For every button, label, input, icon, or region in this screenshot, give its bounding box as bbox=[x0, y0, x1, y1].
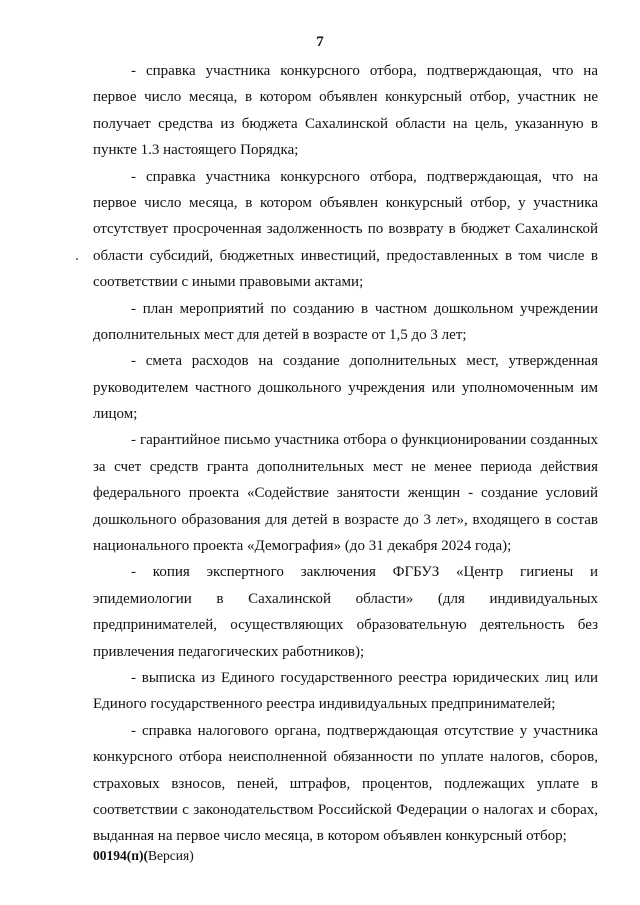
text-line: эпидемиологии в Сахалинской области» (для индивидуальных bbox=[93, 590, 598, 607]
text-line: - справка участника конкурсного отбора, подтверждающая, что на bbox=[131, 168, 598, 185]
text-line: соответствии с законодательством Российской Федерации о налогах и сборах, bbox=[93, 801, 598, 818]
text-line: отсутствует просроченная задолженность по возврату в бюджет Сахалинской bbox=[93, 221, 598, 238]
paragraph bbox=[93, 296, 598, 349]
text-line: лицом; bbox=[93, 406, 138, 423]
text-line: привлечения педагогических работников); bbox=[93, 643, 365, 660]
text-line: Единого государственного реестра индивидуальных предпринимателей; bbox=[93, 696, 556, 713]
text-line: - гарантийное письмо участника отбора о функционировании созданных bbox=[131, 432, 598, 449]
text-line: - справка участника конкурсного отбора, подтверждающая, что на bbox=[131, 63, 598, 79]
text-line: - план мероприятий по созданию в частном дошкольном учреждении bbox=[131, 300, 598, 317]
text-line: выданная на первое число месяца, в котором объявлен конкурсный отбор; bbox=[93, 828, 567, 845]
document-footer bbox=[93, 848, 194, 864]
scan-speck bbox=[76, 258, 78, 260]
text-line: - смета расходов на создание дополнительных мест, утвержденная bbox=[131, 353, 598, 370]
text-line: дошкольного образования для детей в возрасте до 3 лет», входящего в состав bbox=[93, 511, 598, 528]
text-line: предпринимателей, осуществляющих образовательную деятельность без bbox=[93, 617, 598, 634]
text-line: национального проекта «Демография» (до 31 декабря 2024 года); bbox=[93, 538, 512, 555]
paragraph bbox=[93, 718, 598, 850]
paragraph bbox=[93, 559, 598, 665]
paragraph bbox=[93, 665, 598, 718]
paragraph bbox=[93, 427, 598, 559]
text-line: первое число месяца, в котором объявлен конкурсный отбор, у участника bbox=[93, 194, 598, 211]
document-body bbox=[93, 58, 598, 850]
paragraph bbox=[93, 164, 598, 296]
text-line: первое число месяца, в котором объявлен конкурсный отбор, участник не bbox=[93, 89, 598, 106]
text-line: - справка налогового органа, подтверждающая отсутствие у участника bbox=[131, 722, 598, 739]
text-line: соответствии с иными правовыми актами; bbox=[93, 274, 364, 291]
text-line: страховых взносов, пеней, штрафов, процентов, подлежащих уплате в bbox=[93, 775, 598, 792]
text-line: конкурсного отбора неисполненной обязанности по уплате налогов, сборов, bbox=[93, 749, 598, 766]
text-line: - копия экспертного заключения ФГБУЗ «Центр гигиены и bbox=[131, 564, 598, 581]
document-code: 00194(п)( bbox=[93, 848, 149, 863]
text-line: пункте 1.3 настоящего Порядка; bbox=[93, 142, 299, 159]
text-line: получает средства из бюджета Сахалинской области на цель, указанную в bbox=[93, 115, 598, 132]
paragraph bbox=[93, 348, 598, 427]
text-line: - выписка из Единого государственного реестра юридических лиц или bbox=[131, 669, 598, 686]
text-line: дополнительных мест для детей в возрасте от 1,5 до 3 лет; bbox=[93, 326, 467, 343]
text-line: руководителем частного дошкольного учреждения или уполномоченным им bbox=[93, 379, 598, 396]
document-version: Версия) bbox=[148, 848, 194, 863]
text-line: области субсидий, бюджетных инвестиций, предоставленных в том числе в bbox=[93, 247, 598, 264]
text-line: за счет средств гранта дополнительных мест не менее периода действия bbox=[93, 458, 598, 475]
page-number: 7 bbox=[316, 34, 324, 50]
paragraph bbox=[93, 58, 598, 164]
text-line: федерального проекта «Содействие занятости женщин - создание условий bbox=[93, 485, 598, 502]
